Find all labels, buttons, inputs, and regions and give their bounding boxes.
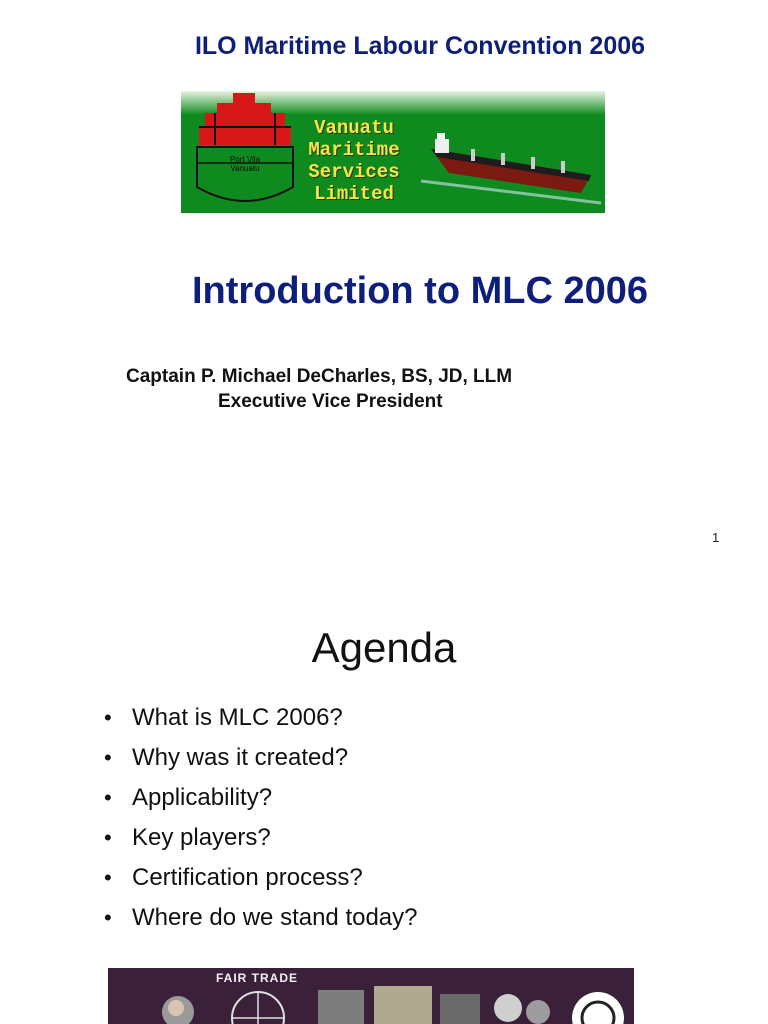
agenda-title: Agenda [311,624,457,671]
agenda-item [104,860,418,900]
bullet-icon: • [104,745,112,770]
slide-title: Introduction to MLC 2006 [192,270,648,312]
agenda-item-text: Key players? [132,824,271,851]
agenda-item-text: Applicability? [132,784,273,811]
agenda-item [104,780,418,820]
banner-line-4: Limited [314,183,394,205]
page-number: 1 [712,530,720,545]
bullet-icon: • [104,825,112,850]
banner-line-2: Maritime [308,139,400,161]
vanuatu-maritime-banner [181,91,605,213]
agenda-item-text: Why was it created? [132,744,349,771]
agenda-item [104,820,418,860]
fair-trade-label: FAIR TRADE [216,971,298,985]
collage-graphic [108,968,634,1024]
agenda-item-text: What is MLC 2006? [132,704,343,731]
banner-line-3: Services [308,161,400,183]
agenda-list [104,700,418,940]
bullet-icon: • [104,905,112,930]
stamp-line-1: Port Vila [229,155,261,164]
agenda-item-text: Where do we stand today? [132,904,418,931]
banner-line-1: Vanuatu [314,117,394,139]
banner-company-name [289,117,419,205]
agenda-item [104,900,418,940]
stamp-line-2: Vanuatu [230,164,260,173]
presenter-name: Captain P. Michael DeCharles, BS, JD, LLM [126,366,513,387]
agenda-item [104,700,418,740]
bullet-icon: • [104,785,112,810]
fair-trade-collage [108,968,634,1024]
presenter-role: Executive Vice President [218,391,443,412]
agenda-item [104,740,418,780]
agenda-item-text: Certification process? [132,864,363,891]
slide-header: ILO Maritime Labour Convention 2006 [194,32,646,60]
bullet-icon: • [104,865,112,890]
bullet-icon: • [104,705,112,730]
